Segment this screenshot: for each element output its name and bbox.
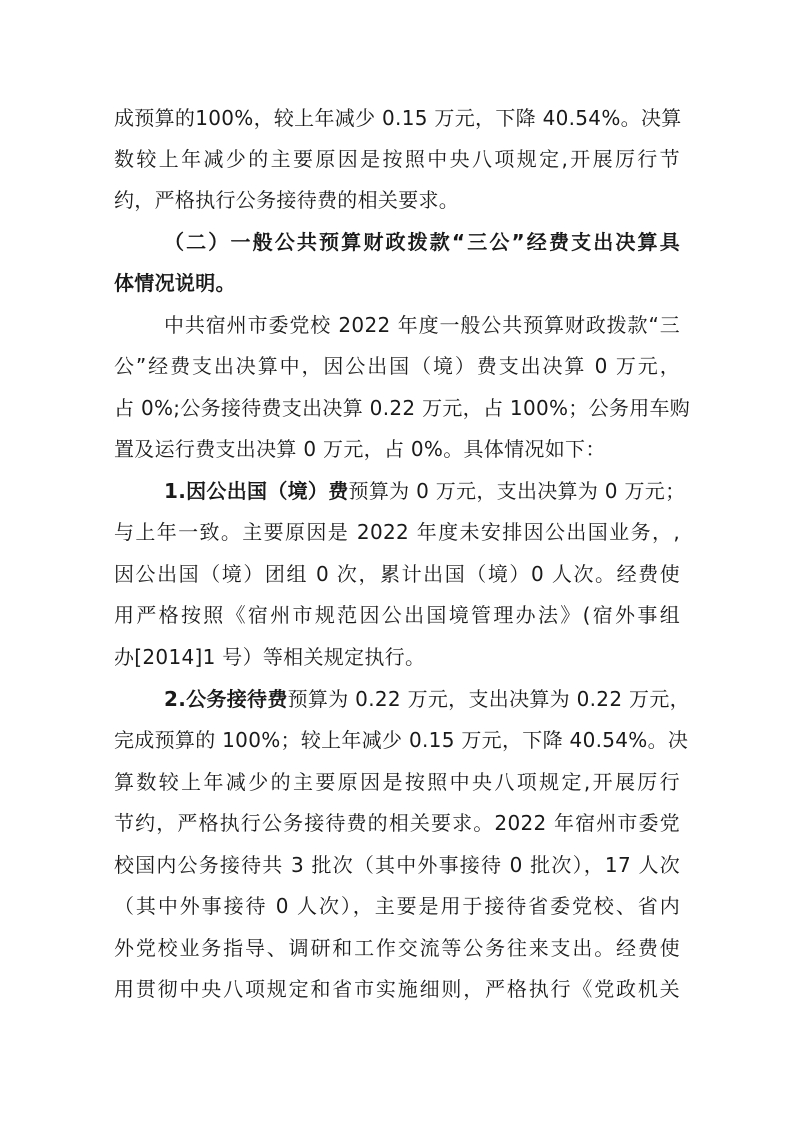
text-line: 置及运行费支出决算 0 万元，占 0%。具体情况如下： bbox=[114, 437, 606, 461]
item-heading: 1.因公出国（境）费 bbox=[164, 479, 349, 503]
text-line bbox=[164, 471, 686, 511]
text-line: 公”经费支出决算中，因公出国（境）费支出决算 0 万元， bbox=[114, 354, 680, 378]
text-line: 用贯彻中央八项规定和省市实施细则，严格执行《党政机关 bbox=[114, 977, 680, 1001]
text-line: 与上年一致。主要原因是 2022 年度未安排因公出国业务，, bbox=[114, 520, 680, 544]
item-text: 预算为 0.22 万元，支出决算为 0.22 万元， bbox=[287, 687, 690, 711]
text-line: 算数较上年减少的主要原因是按照中央八项规定,开展厉行 bbox=[114, 770, 680, 794]
text-line: 节约，严格执行公务接待费的相关要求。2022 年宿州市委党 bbox=[114, 811, 680, 835]
section-heading: （二）一般公共预算财政拨款“三公”经费支出决算具 bbox=[164, 230, 680, 254]
text-line: 成预算的100%，较上年减少 0.15 万元，下降 40.54%。决算 bbox=[114, 106, 682, 130]
item-heading: 2.公务接待费 bbox=[164, 687, 288, 711]
text-line: 占 0%;公务接待费支出决算 0.22 万元，占 100%；公务用车购 bbox=[114, 396, 691, 420]
text-line: 办[2014]1 号）等相关规定执行。 bbox=[114, 645, 426, 669]
text-line: 约，严格执行公务接待费的相关要求。 bbox=[114, 188, 460, 212]
text-line: （其中外事接待 0 人次），主要是用于接待省委党校、省内 bbox=[114, 894, 680, 918]
text-line bbox=[164, 679, 690, 719]
text-line: 因公出国（境）团组 0 次，累计出国（境）0 人次。经费使 bbox=[114, 562, 680, 586]
text-line: 中共宿州市委党校 2022 年度一般公共预算财政拨款“三 bbox=[164, 313, 680, 337]
text-line: 外党校业务指导、调研和工作交流等公务往来支出。经费使 bbox=[114, 936, 680, 960]
text-line: 数较上年减少的主要原因是按照中央八项规定,开展厉行节 bbox=[114, 147, 680, 171]
section-heading: 体情况说明。 bbox=[114, 271, 236, 295]
text-line: 校国内公务接待共 3 批次（其中外事接待 0 批次），17 人次 bbox=[114, 853, 680, 877]
text-line: 完成预算的 100%；较上年减少 0.15 万元，下降 40.54%。决 bbox=[114, 728, 689, 752]
text-line: 用严格按照《宿州市规范因公出国境管理办法》(宿外事组 bbox=[114, 603, 680, 627]
item-text: 预算为 0 万元，支出决算为 0 万元； bbox=[348, 479, 686, 503]
